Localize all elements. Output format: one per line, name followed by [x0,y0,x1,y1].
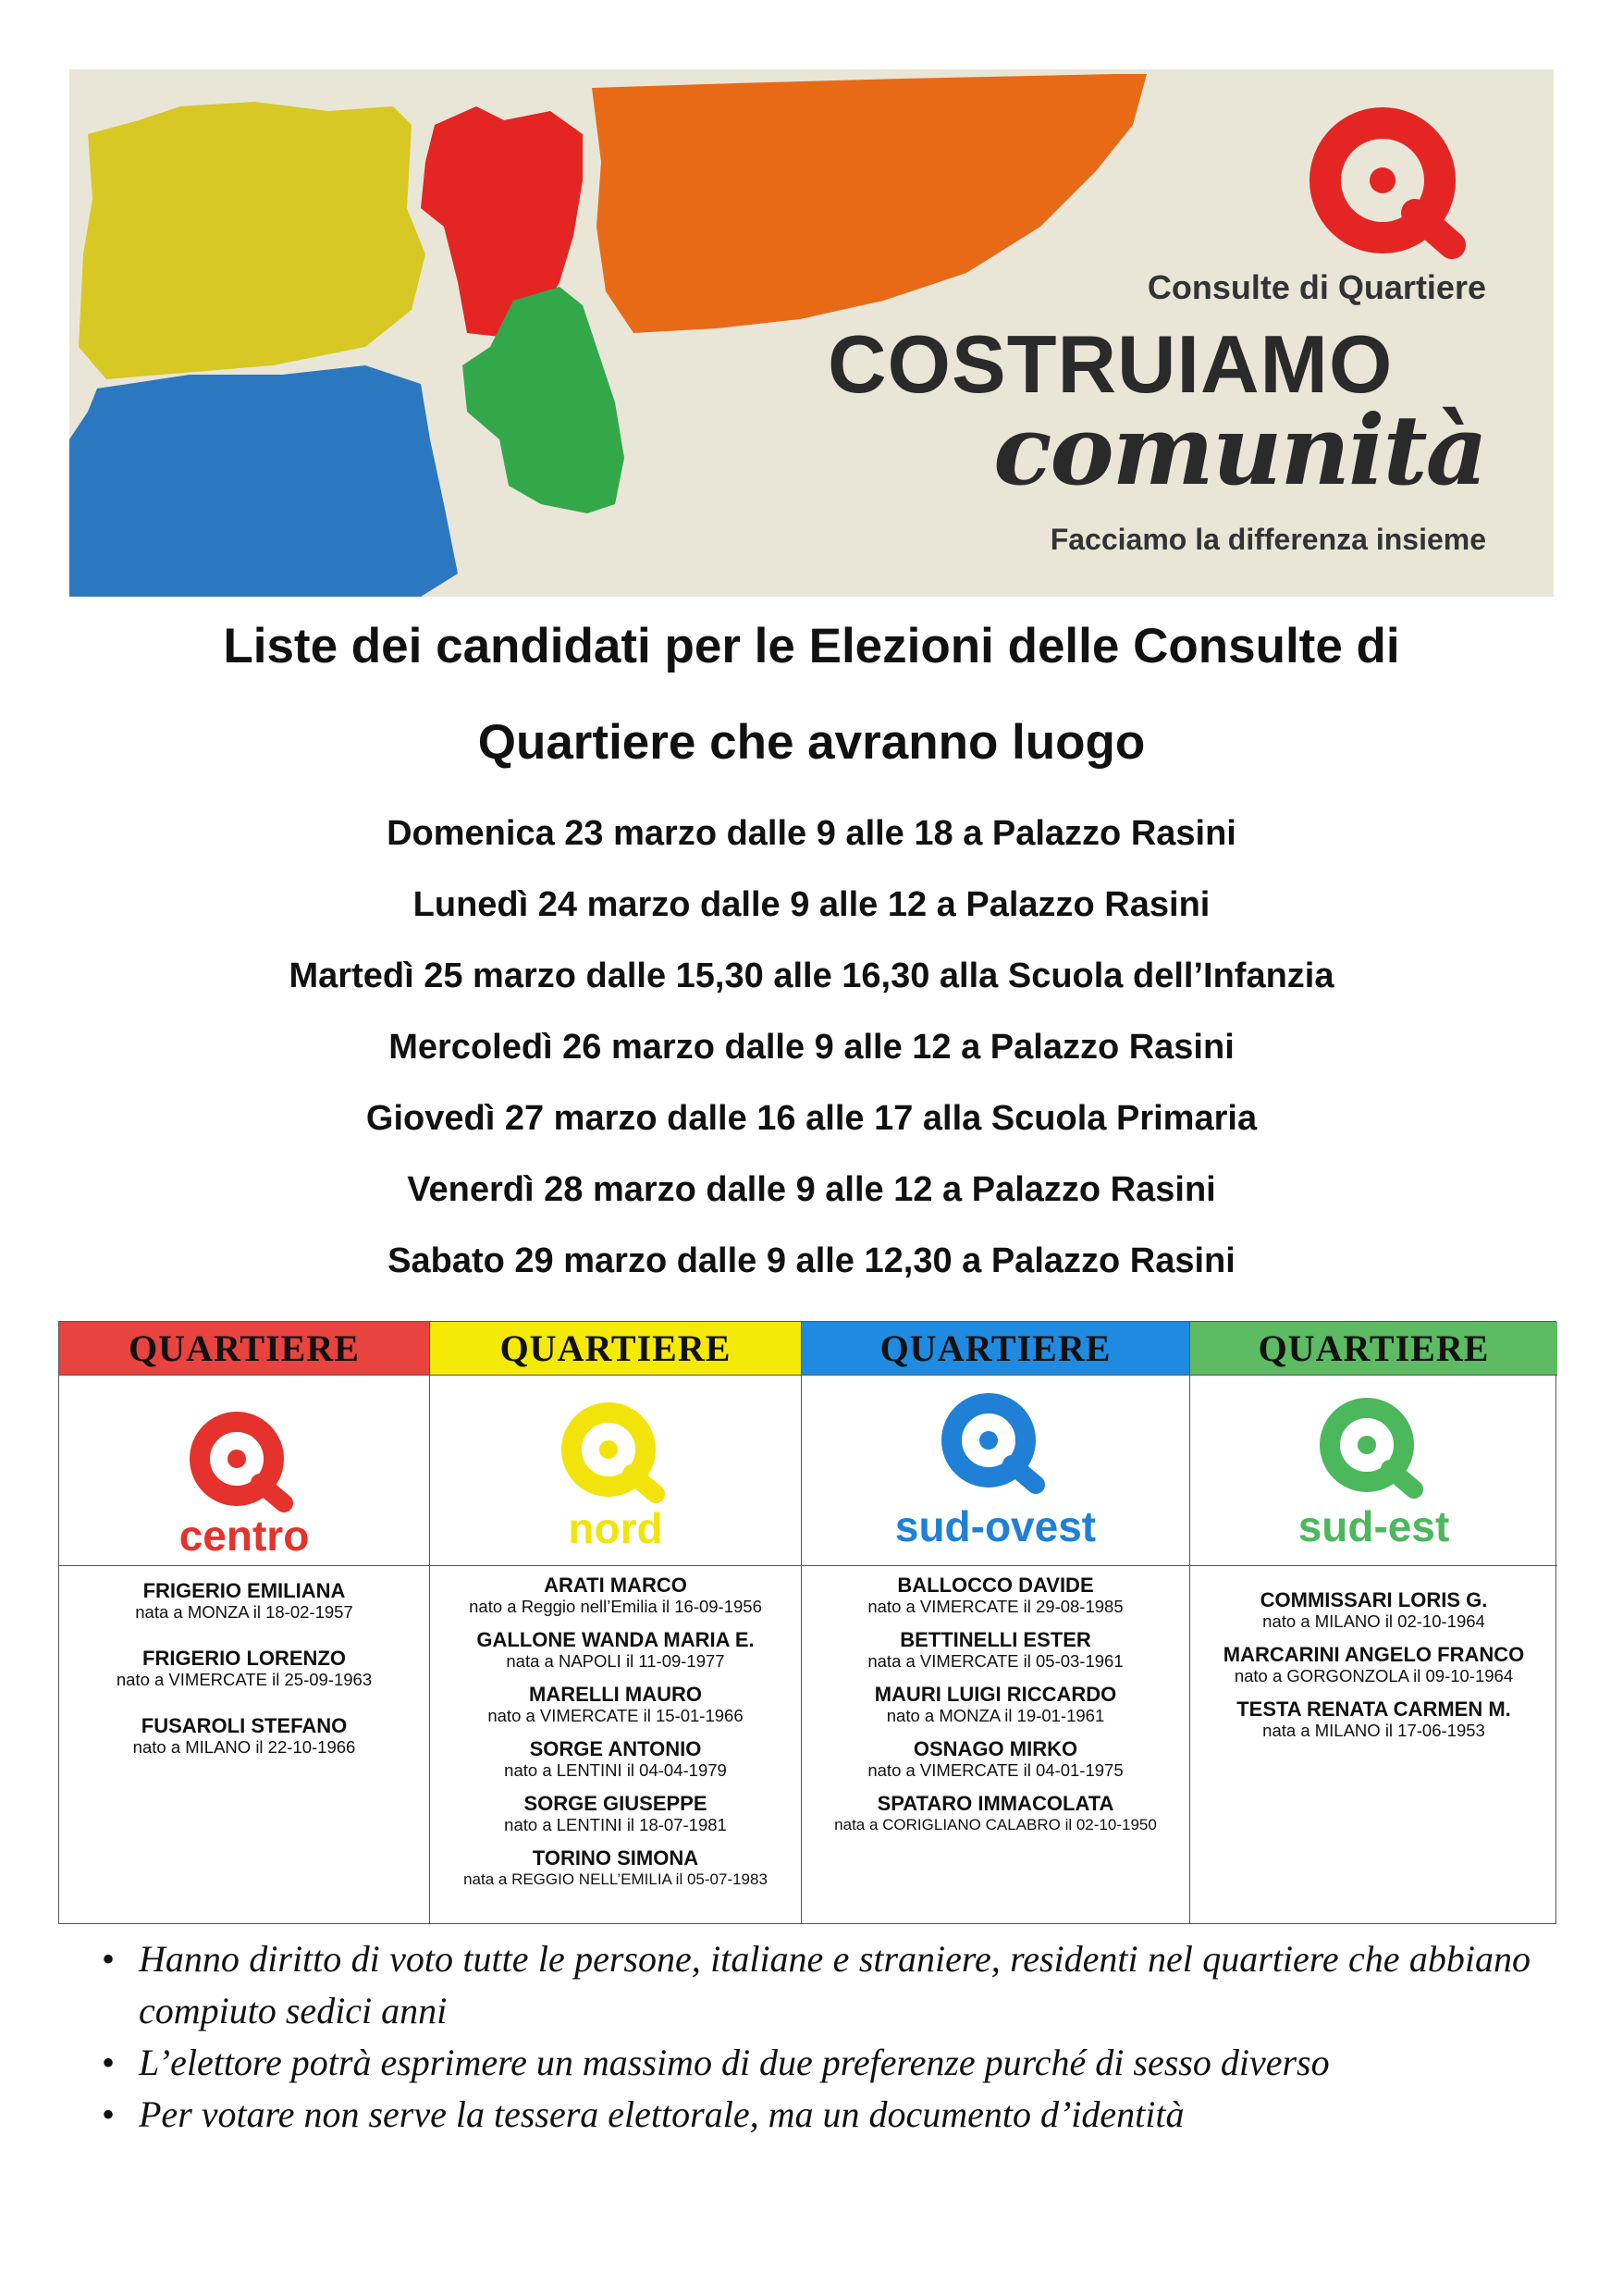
note-item [102,2089,1531,2141]
candidate-name: COMMISSARI LORIS G. [1260,1588,1488,1611]
logo-cell-sud-ovest [802,1376,1189,1566]
schedule-line-6: Venerdì 28 marzo dalle 9 alle 12 a Palazzo Rasini [407,1170,1216,1209]
header-centro: QUARTIERE [59,1322,429,1376]
candidates-nord [430,1566,801,1890]
quartiere-sud-ovest-icon [936,1389,1056,1498]
logo-cell-sud-est [1190,1376,1557,1566]
candidate-info: nato a LENTINI il 04-04-1979 [504,1760,727,1780]
candidate-info: nata a MONZA il 18-02-1957 [135,1602,353,1622]
brand-script-title: comunità [993,393,1486,507]
candidate-info: nato a Reggio nell’Emilia il 16-09-1956 [469,1597,762,1616]
note-item [102,2037,1531,2089]
candidate-info: nato a MILANO il 02-10-1964 [1262,1611,1485,1631]
candidate-info: nata a VIMERCATE il 05-03-1961 [867,1651,1124,1671]
candidate-info: nato a GORGONZOLA il 09-10-1964 [1234,1666,1514,1685]
page-title-line1: Liste dei candidati per le Elezioni delle Consulte di [223,619,1400,673]
note-item [102,1933,1531,2037]
candidate [430,1683,801,1726]
candidate [802,1683,1189,1726]
schedule-line-4: Mercoledì 26 marzo dalle 9 alle 12 a Palazzo Rasini [388,1028,1235,1067]
candidate-name: MARCARINI ANGELO FRANCO [1223,1643,1525,1666]
candidate-name: FUSAROLI STEFANO [141,1714,348,1737]
candidate-info: nato a LENTINI il 18-07-1981 [504,1815,727,1834]
candidate-name: SORGE GIUSEPPE [523,1792,707,1815]
candidate [430,1737,801,1781]
map-blue-area [69,365,458,597]
candidate [430,1846,801,1890]
label-centro: centro [178,1512,310,1560]
candidate [1190,1643,1557,1686]
candidates-centro [59,1566,429,1758]
schedule-line-2: Lunedì 24 marzo dalle 9 alle 12 a Palazzo Rasini [412,885,1211,924]
candidate-name: OSNAGO MIRKO [913,1737,1078,1760]
candidate [802,1628,1189,1672]
candidate-name: GALLONE WANDA MARIA E. [476,1628,755,1651]
page-title-line2: Quartiere che avranno luogo [477,715,1146,770]
candidate [59,1579,429,1623]
header-sud-ovest: QUARTIERE [802,1322,1189,1376]
candidate-name: FRIGERIO LORENZO [142,1647,346,1670]
candidate [802,1574,1189,1617]
candidate [1190,1697,1557,1741]
candidates-sud-ovest [802,1566,1189,1835]
banner [69,69,1554,597]
quartiere-nord-icon [556,1401,676,1503]
candidate-name: SPATARO IMMACOLATA [877,1792,1114,1815]
map-yellow-area [79,102,425,379]
candidate-info: nato a MILANO il 22-10-1966 [132,1737,356,1757]
label-nord: nord [568,1504,663,1552]
schedule-line-3: Martedì 25 marzo dalle 15,30 alle 16,30 alla Scuola dell’Infanzia [289,957,1334,995]
label-sud-est: sud-est [1297,1502,1450,1550]
brand-subtitle: Consulte di Quartiere [1147,268,1486,306]
header-sud-est: QUARTIERE [1190,1322,1557,1376]
candidate [59,1647,429,1690]
candidate-name: TESTA RENATA CARMEN M. [1236,1697,1511,1721]
candidate-name: MAURI LUIGI RICCARDO [874,1683,1117,1706]
candidates-sud-est [1190,1566,1557,1741]
logo-cell-nord [430,1376,801,1566]
candidate [430,1574,801,1617]
candidate [430,1628,801,1672]
logo-cell-centro [59,1376,429,1566]
brand-block [754,69,1531,597]
candidate [802,1737,1189,1781]
candidate-name: FRIGERIO EMILIANA [142,1579,346,1602]
column-centro [59,1322,429,1923]
candidate [430,1792,801,1835]
note-text: Per votare non serve la tessera elettorale, ma un documento d’identità [139,2093,1185,2135]
candidate-name: MARELLI MAURO [529,1683,702,1706]
header-nord: QUARTIERE [430,1322,801,1376]
schedule-line-5: Giovedì 27 marzo dalle 16 alle 17 alla Scuola Primaria [365,1099,1258,1138]
candidate [59,1714,429,1758]
candidate-name: BETTINELLI ESTER [900,1628,1091,1651]
column-sud-est [1189,1322,1557,1923]
quartiere-centro-icon [184,1411,304,1512]
candidate-info: nata a REGGIO NELL’EMILIA il 05-07-1983 [463,1870,768,1888]
candidate [1190,1588,1557,1632]
candidate-name: TORINO SIMONA [532,1846,699,1870]
candidates-table [58,1321,1556,1924]
candidate-info: nato a VIMERCATE il 25-09-1963 [116,1670,373,1689]
voting-notes [102,1933,1531,2141]
candidate-info: nata a CORIGLIANO CALABRO il 02-10-1950 [834,1816,1157,1833]
candidate-name: ARATI MARCO [544,1574,687,1597]
bullet-icon: • [102,1938,116,1980]
quartiere-sud-est-icon [1314,1396,1434,1500]
consulte-logo-icon [1299,106,1484,264]
column-nord [429,1322,801,1923]
candidate-name: BALLOCCO DAVIDE [897,1574,1094,1597]
candidate-info: nato a VIMERCATE il 04-01-1975 [867,1760,1124,1780]
brand-title: COSTRUIAMO [828,318,1394,410]
note-text: Hanno diritto di voto tutte le persone, italiane e straniere, residenti nel quartiere che abbiano compiuto sedici anni [139,1938,1531,2031]
column-sud-ovest [801,1322,1189,1923]
label-sud-ovest: sud-ovest [894,1502,1097,1550]
candidate-info: nato a VIMERCATE il 15-01-1966 [487,1706,744,1725]
candidate-name: SORGE ANTONIO [529,1737,702,1760]
candidate-info: nato a VIMERCATE il 29-08-1985 [867,1597,1124,1616]
candidate [802,1792,1189,1835]
bullet-icon: • [102,2042,116,2083]
bullet-icon: • [102,2093,116,2135]
note-text: L’elettore potrà esprimere un massimo di due preferenze purché di sesso diverso [139,2042,1330,2083]
candidate-info: nata a NAPOLI il 11-09-1977 [506,1651,725,1671]
brand-tagline: Facciamo la differenza insieme [1050,523,1486,556]
schedule-line-1: Domenica 23 marzo dalle 9 alle 18 a Palazzo Rasini [387,814,1236,853]
candidate-info: nata a MILANO il 17-06-1953 [1262,1721,1485,1740]
schedule-line-7: Sabato 29 marzo dalle 9 alle 12,30 a Palazzo Rasini [387,1241,1236,1280]
candidate-info: nato a MONZA il 19-01-1961 [886,1706,1105,1725]
